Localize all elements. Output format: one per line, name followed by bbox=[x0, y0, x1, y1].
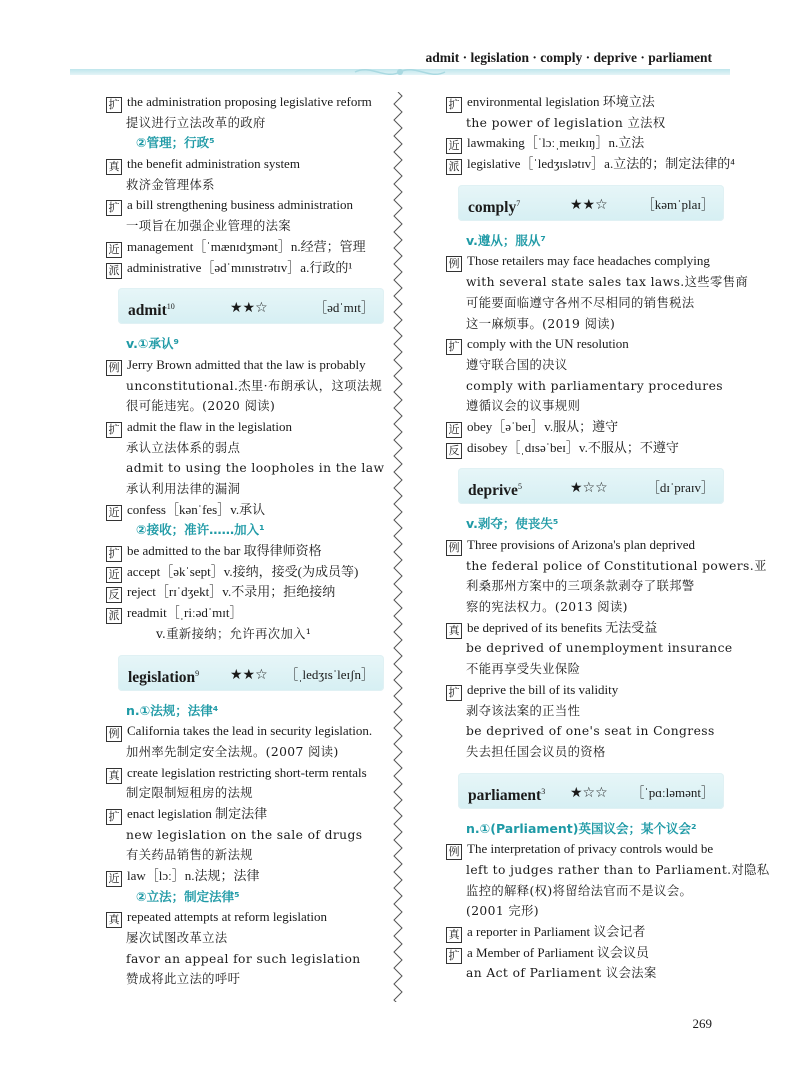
entry-continuation: comply with parliamentary procedures bbox=[466, 378, 723, 393]
entry-tag: 例 bbox=[106, 360, 122, 376]
headword-banner bbox=[118, 288, 384, 324]
part-of-speech-heading: n.①法规；法律⁴ bbox=[126, 702, 219, 718]
phonetic: ［ˈpɑːləmənt］ bbox=[631, 784, 714, 800]
star-rating: ★★☆ bbox=[570, 196, 608, 213]
entry-line bbox=[446, 618, 724, 639]
headword-text: legislation bbox=[128, 668, 196, 686]
headword-banner bbox=[458, 185, 724, 221]
entry-line bbox=[106, 804, 384, 825]
headword bbox=[468, 477, 522, 502]
entry-line bbox=[106, 721, 384, 742]
entry-tag: 近 bbox=[106, 505, 122, 521]
entry-continuation: 这一麻烦事。(2019 阅读) bbox=[466, 316, 616, 331]
phonetic: ［kəmˈplaɪ］ bbox=[641, 196, 714, 212]
entry-continuation: left to judges rather than to Parliament.对隐私 bbox=[466, 862, 770, 877]
entry-line bbox=[106, 195, 384, 216]
entry-tag: 扩 bbox=[446, 685, 462, 701]
entry-tag: 真 bbox=[446, 623, 462, 639]
entry-continuation: the power of legislation 立法权 bbox=[466, 115, 666, 130]
entry-text: a Member of Parliament 议会议员 bbox=[467, 944, 649, 960]
entry-line bbox=[106, 562, 384, 583]
entry-continuation: 监控的解释(权)将留给法官而不是议会。 bbox=[466, 883, 693, 898]
entry-line bbox=[446, 251, 724, 272]
part-of-speech-heading: n.①(Parliament)英国议会；某个议会² bbox=[466, 820, 697, 836]
entry-tag: 派 bbox=[446, 159, 462, 175]
entry-line bbox=[106, 237, 384, 258]
entry-line bbox=[106, 907, 384, 928]
entry-tag: 扩 bbox=[106, 200, 122, 216]
entry-continuation: 赞成将此立法的呼吁 bbox=[126, 972, 241, 987]
entry-tag: 派 bbox=[106, 608, 122, 624]
page-number: 269 bbox=[692, 1016, 712, 1031]
entry-tag: 近 bbox=[446, 422, 462, 438]
entry-continuation: new legislation on the sale of drugs bbox=[126, 827, 363, 842]
headword-text: deprive bbox=[468, 482, 518, 500]
entry-continuation: 承认立法体系的弱点 bbox=[126, 440, 241, 455]
part-of-speech-heading: v.遵从；服从⁷ bbox=[466, 232, 546, 248]
entry-line bbox=[446, 92, 724, 113]
entry-text: management［ˈmænɪdʒmənt］n.经营；管理 bbox=[127, 238, 366, 254]
entry-line bbox=[106, 154, 384, 175]
entry-line bbox=[106, 500, 384, 521]
entry-continuation: 失去担任国会议员的资格 bbox=[466, 744, 606, 759]
entry-text: deprive the bill of its validity bbox=[467, 681, 619, 697]
entry-continuation: 遵循议会的议事规则 bbox=[466, 399, 581, 414]
entry-continuation: admit to using the loopholes in the law bbox=[126, 461, 385, 476]
entry-line bbox=[446, 417, 724, 438]
headword-text: comply bbox=[468, 198, 517, 216]
entry-text: legislative［ˈledʒɪslətɪv］a.立法的；制定法律的⁴ bbox=[467, 156, 735, 172]
header-ornament bbox=[350, 64, 450, 80]
headword bbox=[128, 297, 175, 322]
headword-frequency: 9 bbox=[195, 668, 200, 678]
entry-text: Three provisions of Arizona's plan deprived bbox=[467, 537, 695, 552]
entry-continuation: 制定限制短租房的法规 bbox=[126, 786, 253, 801]
headword-frequency: 10 bbox=[166, 302, 175, 312]
entry-tag: 例 bbox=[106, 726, 122, 742]
entry-line bbox=[446, 839, 724, 860]
entry-text: create legislation restricting short-term rentals bbox=[127, 764, 367, 780]
star-rating: ★☆☆ bbox=[570, 784, 608, 801]
entry-tag: 派 bbox=[106, 263, 122, 279]
entry-text: the benefit administration system bbox=[127, 156, 300, 172]
entry-text: confess［kənˈfes］v.承认 bbox=[127, 501, 266, 517]
entry-line bbox=[446, 133, 724, 154]
entry-continuation: 提议进行立法改革的政府 bbox=[126, 115, 266, 130]
entry-continuation: 屡次试图改革立法 bbox=[126, 931, 228, 946]
entry-tag: 例 bbox=[446, 540, 462, 556]
entry-tag: 扩 bbox=[106, 97, 122, 113]
sense-heading: ②管理；行政⁵ bbox=[136, 135, 215, 151]
entry-line bbox=[446, 922, 724, 943]
entry-continuation: (2001 完形) bbox=[466, 904, 539, 919]
entry-text: repeated attempts at reform legislation bbox=[127, 909, 327, 925]
entry-line bbox=[106, 417, 384, 438]
star-rating: ★★☆ bbox=[230, 300, 268, 317]
headword bbox=[128, 664, 199, 689]
entry-continuation: with several state sales tax laws.这些零售商 bbox=[466, 275, 749, 290]
star-rating: ★☆☆ bbox=[570, 480, 608, 497]
entry-line bbox=[446, 438, 724, 459]
sense-heading: ②接收；准许……加入¹ bbox=[136, 522, 265, 538]
entry-text: be admitted to the bar 取得律师资格 bbox=[127, 543, 322, 559]
entry-text: accept［əkˈsept］v.接纳，接受(为成员等) bbox=[127, 563, 359, 579]
entry-tag: 近 bbox=[106, 871, 122, 887]
entry-continuation: 察的宪法权力。(2013 阅读) bbox=[466, 600, 628, 615]
entry-continuation: 遵守联合国的决议 bbox=[466, 357, 568, 372]
entry-text: be deprived of its benefits 无法受益 bbox=[467, 619, 658, 635]
entry-continuation: 利桑那州方案中的三项条款剥夺了联邦警 bbox=[466, 579, 695, 594]
entry-text: a reporter in Parliament 议会记者 bbox=[467, 924, 646, 939]
entry-continuation: the federal police of Constitutional powers.亚 bbox=[466, 558, 767, 573]
entry-tag: 例 bbox=[446, 256, 462, 272]
entry-tag: 扩 bbox=[106, 809, 122, 825]
entry-line bbox=[446, 154, 735, 175]
running-header: admit · legislation · comply · deprive · parliament bbox=[425, 50, 712, 65]
entry-text: lawmaking［ˈlɔːˌmeɪkɪŋ］n.立法 bbox=[467, 135, 645, 151]
entry-line bbox=[446, 535, 724, 556]
entry-continuation: 救济金管理体系 bbox=[126, 177, 215, 192]
entry-line bbox=[106, 92, 384, 113]
entry-tag: 近 bbox=[446, 138, 462, 154]
headword bbox=[468, 194, 520, 219]
entry-line bbox=[446, 680, 724, 701]
entry-text: Jerry Brown admitted that the law is probably bbox=[127, 356, 366, 372]
entry-continuation: an Act of Parliament 议会法案 bbox=[466, 966, 657, 981]
entry-line bbox=[106, 355, 384, 376]
entry-text: enact legislation 制定法律 bbox=[127, 805, 268, 821]
entry-line bbox=[446, 943, 724, 964]
entry-tag: 扩 bbox=[446, 948, 462, 964]
headword-text: parliament bbox=[468, 786, 542, 804]
entry-tag: 扩 bbox=[106, 546, 122, 562]
entry-text: admit the flaw in the legislation bbox=[127, 418, 292, 434]
entry-continuation: 不能再享受失业保险 bbox=[466, 662, 581, 677]
entry-tag: 真 bbox=[446, 927, 462, 943]
entry-continuation: v.重新接纳；允许再次加入¹ bbox=[156, 626, 312, 641]
headword-banner bbox=[458, 468, 724, 504]
entry-line bbox=[106, 582, 384, 603]
entry-text: environmental legislation 环境立法 bbox=[467, 94, 655, 109]
entry-tag: 扩 bbox=[446, 97, 462, 113]
entry-line bbox=[106, 763, 384, 784]
headword-banner bbox=[118, 655, 384, 691]
entry-text: reject［rɪˈdʒekt］v.不录用；拒绝接纳 bbox=[127, 584, 336, 600]
entry-continuation: 加州率先制定安全法规。(2007 阅读) bbox=[126, 744, 339, 759]
left-column bbox=[106, 92, 384, 990]
entry-continuation: be deprived of unemployment insurance bbox=[466, 641, 733, 656]
headword bbox=[468, 782, 545, 807]
right-column bbox=[446, 92, 770, 984]
entry-line bbox=[106, 541, 384, 562]
entry-tag: 近 bbox=[106, 567, 122, 583]
headword-frequency: 7 bbox=[516, 198, 521, 208]
part-of-speech-heading: v.剥夺；使丧失⁵ bbox=[466, 516, 559, 532]
entry-continuation: 很可能违宪。(2020 阅读) bbox=[126, 399, 276, 414]
headword-text: admit bbox=[128, 302, 167, 320]
entry-continuation: 一项旨在加强企业管理的法案 bbox=[126, 219, 292, 234]
entry-text: California takes the lead in security legislation. bbox=[127, 723, 373, 739]
entry-continuation: favor an appeal for such legislation bbox=[126, 951, 361, 966]
entry-text: comply with the UN resolution bbox=[467, 336, 629, 352]
entry-continuation: 有关药品销售的新法规 bbox=[126, 848, 253, 863]
entry-tag: 扩 bbox=[446, 339, 462, 355]
entry-line bbox=[446, 334, 724, 355]
entry-text: disobey［ˌdɪsəˈbeɪ］v.不服从；不遵守 bbox=[467, 439, 679, 455]
entry-continuation: unconstitutional.杰里·布朗承认，这项法规 bbox=[126, 378, 383, 393]
star-rating: ★★☆ bbox=[230, 666, 268, 683]
entry-tag: 扩 bbox=[106, 422, 122, 438]
entry-text: The interpretation of privacy controls would be bbox=[467, 841, 714, 857]
entry-tag: 反 bbox=[106, 587, 122, 603]
entry-continuation: be deprived of one's seat in Congress bbox=[466, 724, 715, 739]
entry-text: obey［əˈbeɪ］v.服从；遵守 bbox=[467, 418, 619, 434]
entry-line bbox=[106, 866, 384, 887]
entry-text: the administration proposing legislative reform bbox=[127, 94, 372, 109]
headword-frequency: 3 bbox=[541, 786, 546, 796]
entry-continuation: 承认利用法律的漏洞 bbox=[126, 482, 241, 496]
entry-text: law［lɔː］n.法规；法律 bbox=[127, 868, 260, 883]
phonetic: ［ədˈmɪt］ bbox=[314, 300, 374, 316]
entry-tag: 近 bbox=[106, 242, 122, 258]
entry-text: Those retailers may face headaches complying bbox=[467, 253, 710, 269]
headword-banner bbox=[458, 773, 724, 809]
entry-continuation: 可能要面临遵守各州不尽相同的销售税法 bbox=[466, 295, 695, 310]
entry-line bbox=[106, 603, 384, 624]
entry-tag: 真 bbox=[106, 159, 122, 175]
entry-tag: 例 bbox=[446, 844, 462, 860]
entry-text: administrative［ədˈmɪnɪstrətɪv］a.行政的¹ bbox=[127, 259, 353, 275]
entry-tag: 真 bbox=[106, 768, 122, 784]
column-divider bbox=[391, 92, 405, 1002]
phonetic: ［dɪˈpraɪv］ bbox=[646, 480, 714, 496]
entry-continuation: 剥夺该法案的正当性 bbox=[466, 703, 581, 718]
entry-text: readmit［ˌriːədˈmɪt］ bbox=[127, 605, 243, 621]
sense-heading: ②立法；制定法律⁵ bbox=[136, 888, 240, 904]
entry-text: a bill strengthening business administration bbox=[127, 197, 354, 213]
part-of-speech-heading: v.①承认⁹ bbox=[126, 336, 179, 352]
entry-line bbox=[106, 258, 384, 279]
entry-tag: 真 bbox=[106, 912, 122, 928]
phonetic: ［ˌledʒɪsˈleɪʃn］ bbox=[285, 666, 374, 682]
entry-tag: 反 bbox=[446, 443, 462, 459]
headword-frequency: 5 bbox=[517, 482, 522, 492]
